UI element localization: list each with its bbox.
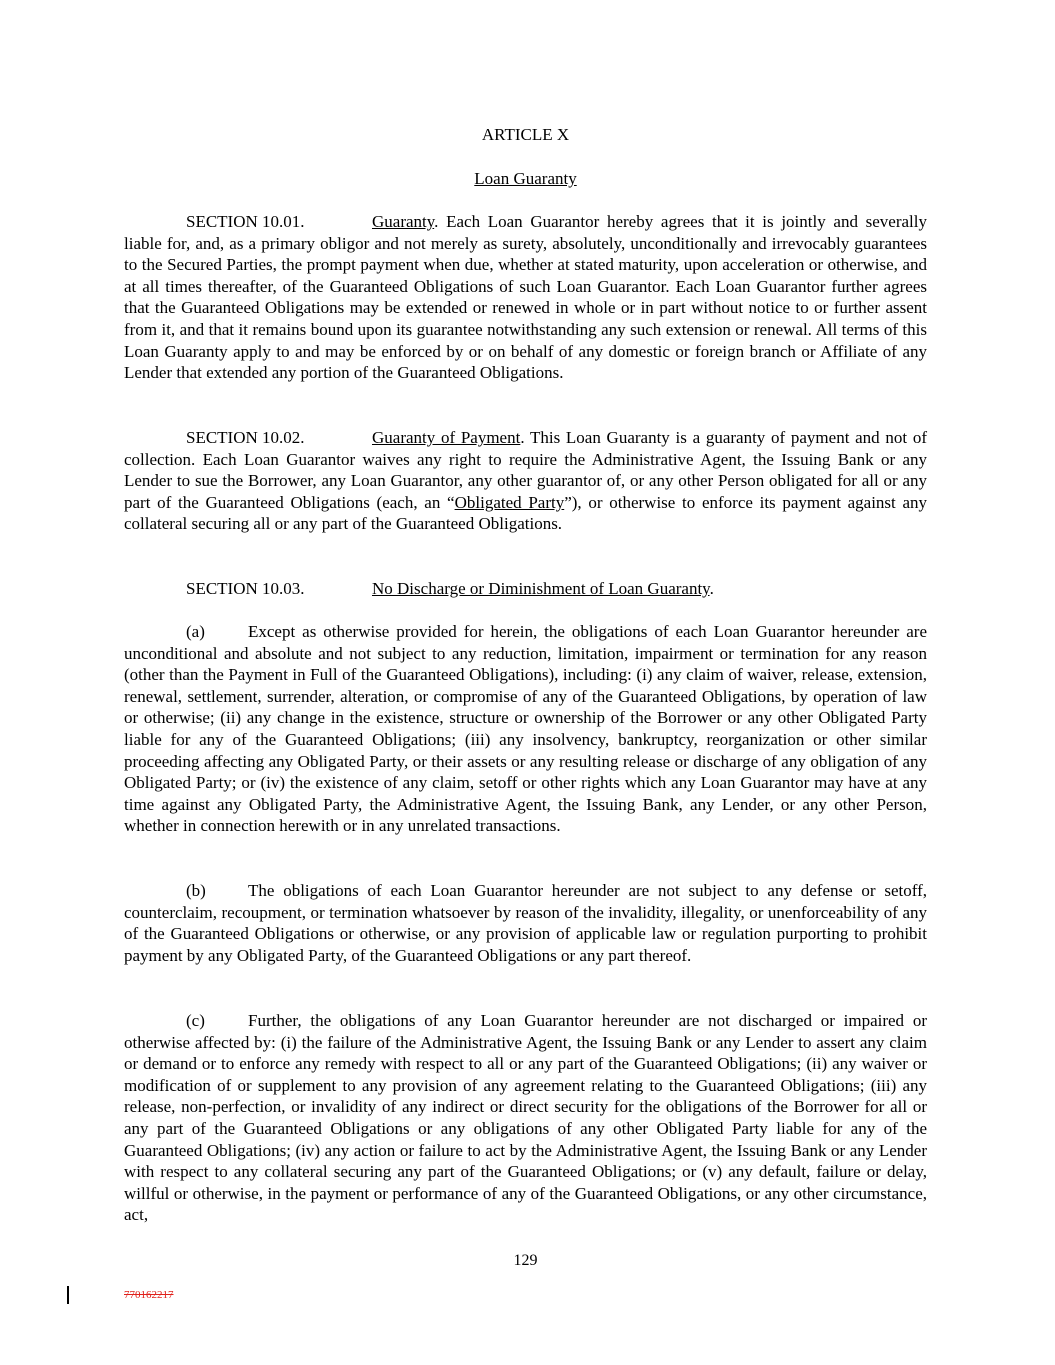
section-10-02-number: SECTION 10.02. [186, 428, 305, 447]
subsection-b-label: (b) [186, 881, 206, 900]
change-bar [67, 1286, 69, 1304]
section-10-03-c [124, 1010, 927, 1226]
section-10-03-a [124, 621, 927, 837]
page-number: 129 [513, 1252, 538, 1269]
article-subtitle-text: Loan Guaranty [474, 169, 577, 188]
section-10-02 [124, 427, 927, 535]
section-10-01-text: . Each Loan Guarantor hereby agrees that it is jointly and severally liable for, and, as a primary obligor and not merely as surety, absolutely, unconditionally and irrevocably guarantees to the Secured Parties, the prompt payment when due, whether at stated maturity, upon acceleration or otherwise, and at all times thereafter, of the Guaranteed Obligations of such Loan Guarantor. Each Loan Guarantor further agrees that the Guaranteed Obligations may be extended or renewed in whole or in part without notice to or further assent from it, and that it remains bound upon its guarantee notwithstanding any such extension or renewal. All terms of this Loan Guaranty apply to and may be enforced by or on behalf of any domestic or foreign branch or Affiliate of any Lender that extended any portion of the Guaranteed Obligations. [124, 212, 927, 383]
section-10-01-number: SECTION 10.01. [186, 212, 305, 231]
section-10-03-heading: No Discharge or Diminishment of Loan Guaranty [372, 579, 710, 598]
section-10-03-b [124, 880, 927, 966]
subsection-a-text: Except as otherwise provided for herein, the obligations of each Loan Guarantor hereunder are unconditional and absolute and not subject to any reduction, limitation, impairment or termination for any reason (other than the Payment in Full of the Guaranteed Obligations), including: (i) any claim of waiver, release, extension, renewal, settlement, surrender, alteration, or compromise of any of the Guaranteed Obligations, by operation of law or otherwise; (ii) any change in the existence, structure or ownership of the Borrower or any other Obligated Party liable for any of the Guaranteed Obligations; (iii) any insolvency, bankruptcy, reorganization or other similar proceeding affecting any Obligated Party, or their assets or any resulting release or discharge of any obligation of any Obligated Party; or (iv) the existence of any claim, setoff or other rights which any Loan Guarantor may have at any time against any Obligated Party, the Administrative Agent, the Issuing Bank, any Lender, or any other Person, whether in connection herewith or in any unrelated transactions. [124, 622, 927, 836]
section-10-03-heading-line [124, 578, 927, 600]
section-10-02-text-after: ”), or otherwise to enforce its payment against any collateral securing all or any part of the Guaranteed Obligations. [124, 492, 928, 534]
subsection-a-label: (a) [186, 622, 205, 641]
section-10-02-heading: Guaranty of Payment [372, 428, 521, 447]
subsection-c-text: Further, the obligations of any Loan Guarantor hereunder are not discharged or impaired or otherwise affected by: (i) the failure of the Administrative Agent, the Issuing Bank or any Lender to assert any claim or demand or to enforce any remedy with respect to all or any part of the Guaranteed Obligations; (ii) any waiver or modification of or supplement to any provision of any agreement relating to the Guaranteed Obligations; (iii) any release, non-perfection, or invalidity of any indirect or direct security for the obligations of the Borrower for all or any part of the Guaranteed Obligations or any obligations of any other Obligated Party liable for any of the Guaranteed Obligations; (iv) any action or failure to act by the Administrative Agent, the Issuing Bank or any Lender with respect to any collateral securing any part of the Guaranteed Obligations; or (v) any default, failure or delay, willful or otherwise, in the payment or performance of any of the Guaranteed Obligations, or any other circumstance, act, [124, 1011, 927, 1225]
article-subtitle [124, 168, 927, 190]
section-10-02-text-before: . This Loan Guaranty is a guaranty of payment and not of collection. Each Loan Guarantor waives any right to require the Administrative Agent, the Issuing Bank or any Lender to sue the Borrower, any Loan Guarantor, any other guarantor of, or any other Person obligated for all or any part of the Guaranteed Obligations (each, an “ [124, 428, 927, 512]
subsection-b-text: The obligations of each Loan Guarantor hereunder are not subject to any defense or setoff, counterclaim, recoupment, or termination whatsoever by reason of the invalidity, illegality, or unenforceability of any of the Guaranteed Obligations or otherwise, or any provision of applicable law or regulation purporting to prohibit payment by any Obligated Party, of the Guaranteed Obligations or any part thereof. [124, 881, 927, 965]
section-10-02-defined-term: Obligated Party [454, 492, 565, 512]
section-10-03-number: SECTION 10.03. [186, 579, 305, 598]
section-10-01 [124, 211, 927, 384]
subsection-c-label: (c) [186, 1011, 205, 1030]
article-title: ARTICLE X [481, 125, 570, 144]
section-10-03-heading-end: . [709, 579, 714, 598]
document-id: 770162217 [124, 1289, 174, 1301]
section-10-01-heading: Guaranty [372, 212, 435, 231]
